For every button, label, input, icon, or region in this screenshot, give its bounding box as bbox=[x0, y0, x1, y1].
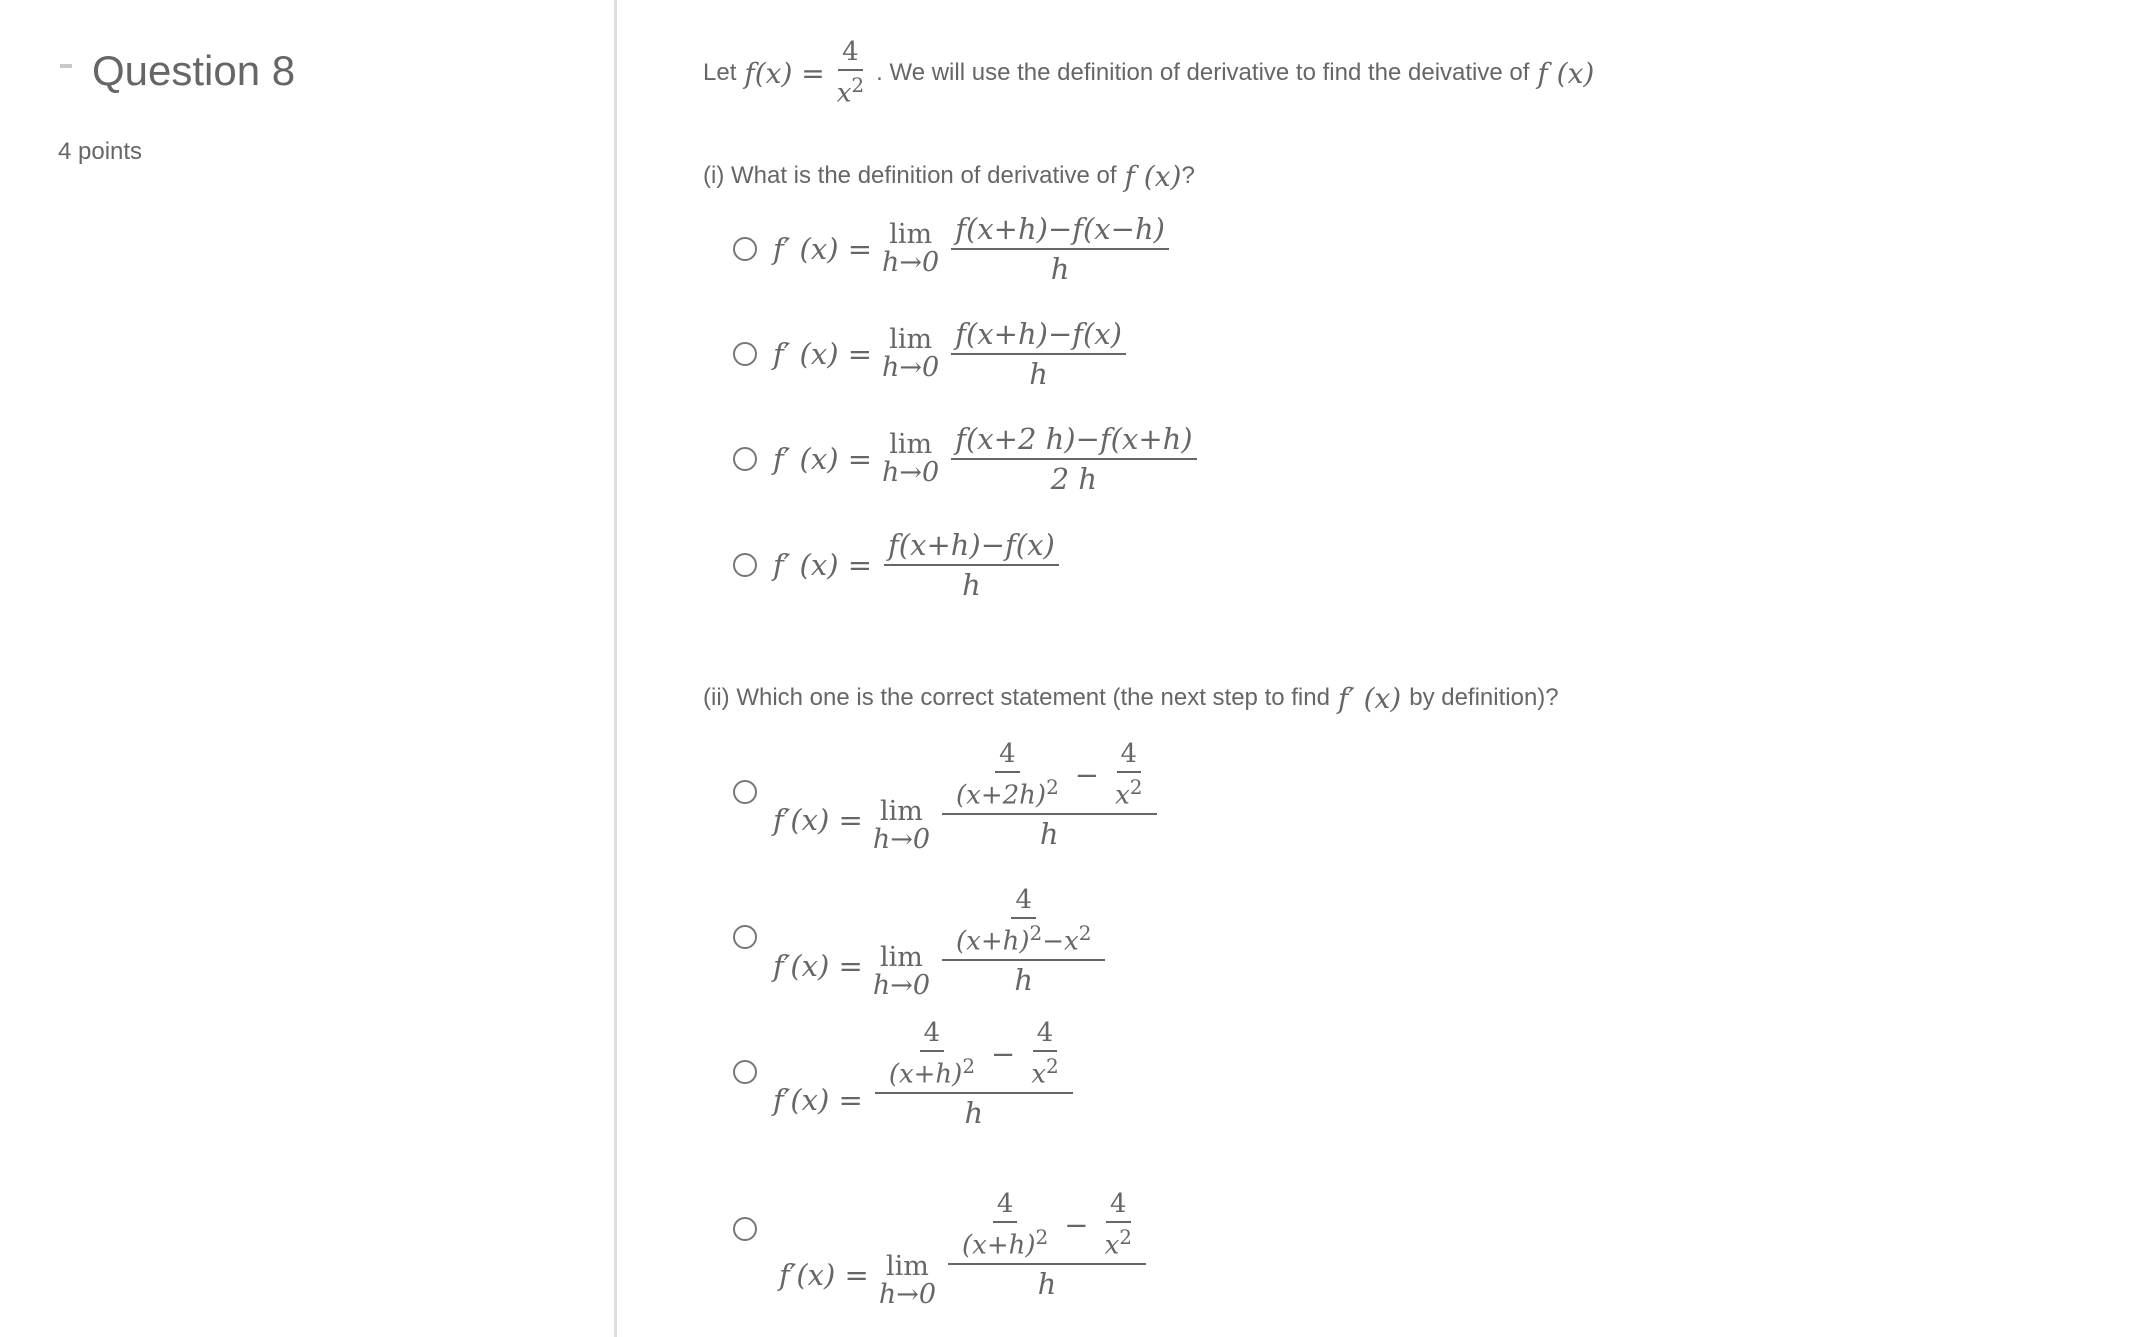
radio-button[interactable] bbox=[733, 780, 757, 804]
part1-label-end: ? bbox=[1181, 162, 1195, 189]
radio-button[interactable] bbox=[733, 342, 757, 366]
outer-fraction bbox=[875, 1018, 1073, 1130]
fraction-numerator: f(x+2 h)−f(x+h) bbox=[951, 422, 1196, 460]
inner-numerator: 4 bbox=[995, 739, 1020, 773]
part1-label-math: f (x) bbox=[1124, 159, 1182, 193]
limit-subscript: h→0 bbox=[882, 457, 940, 488]
intro-fraction-num: 4 bbox=[838, 37, 863, 71]
question-sidebar bbox=[0, 0, 615, 1337]
inner-numerator: 4 bbox=[1106, 1189, 1131, 1223]
outer-denominator: h bbox=[964, 1095, 984, 1130]
limit-subscript: h→0 bbox=[882, 352, 940, 383]
inner-fraction-1 bbox=[952, 739, 1063, 811]
intro-suffix-math: f (x) bbox=[1537, 56, 1595, 90]
outer-numerator bbox=[942, 739, 1156, 815]
part1-label-text: (i) What is the definition of derivative of bbox=[703, 162, 1117, 189]
limit-label: lim bbox=[885, 1251, 929, 1282]
fraction-denominator: 2 h bbox=[1050, 462, 1098, 496]
option-lhs: f′(x) = bbox=[779, 1258, 869, 1292]
option-fraction bbox=[951, 212, 1169, 286]
outer-numerator bbox=[942, 885, 1105, 961]
part1-option-3[interactable] bbox=[733, 422, 1203, 496]
option-lhs: f′ (x) = bbox=[773, 548, 873, 582]
outer-fraction bbox=[942, 885, 1105, 997]
inner-denominator: $x^2$ bbox=[1031, 1054, 1059, 1090]
outer-fraction bbox=[948, 1189, 1146, 1301]
inner-numerator: 4 bbox=[920, 1018, 945, 1052]
radio-button[interactable] bbox=[733, 1060, 757, 1084]
outer-denominator: h bbox=[1039, 816, 1059, 851]
collapse-dash-icon[interactable] bbox=[60, 64, 72, 68]
option-lhs: f′ (x) = bbox=[773, 232, 873, 266]
limit bbox=[873, 944, 930, 1000]
outer-numerator bbox=[875, 1018, 1073, 1094]
inner-numerator: 4 bbox=[1011, 885, 1036, 919]
minus-sign: − bbox=[991, 1037, 1016, 1071]
option-expression bbox=[773, 876, 1111, 1006]
minus-sign: − bbox=[1064, 1208, 1089, 1242]
option-expression bbox=[779, 1180, 1152, 1310]
inner-fraction-2 bbox=[1101, 1189, 1136, 1261]
intro-function-lhs: f(x) = bbox=[744, 56, 825, 90]
option-lhs: f′(x) = bbox=[773, 949, 863, 983]
limit-label: lim bbox=[889, 324, 933, 355]
intro-prefix: Let bbox=[703, 59, 737, 86]
inner-denominator: $x^2$ bbox=[1104, 1225, 1132, 1261]
part2-option-1[interactable] bbox=[733, 730, 1193, 860]
radio-button[interactable] bbox=[733, 925, 757, 949]
intro-fraction-den: $x^2$ bbox=[836, 73, 865, 109]
inner-fraction-2 bbox=[1111, 739, 1146, 811]
part2-option-2[interactable] bbox=[733, 876, 1193, 1006]
question-title: Question 8 bbox=[92, 47, 296, 94]
limit-subscript: h→0 bbox=[882, 247, 940, 278]
fraction-denominator: h bbox=[1050, 252, 1070, 286]
option-expression bbox=[773, 1014, 1079, 1134]
option-lhs: f′ (x) = bbox=[773, 337, 873, 371]
radio-button[interactable] bbox=[733, 447, 757, 471]
inner-numerator: 4 bbox=[1117, 739, 1142, 773]
part2-label-text: (ii) Which one is the correct statement (the next step to find bbox=[703, 684, 1330, 711]
outer-fraction bbox=[942, 739, 1156, 851]
inner-fraction-1 bbox=[885, 1018, 979, 1090]
part2-label-math: f′ (x) bbox=[1337, 681, 1402, 715]
limit-subscript: h→0 bbox=[872, 970, 931, 1001]
intro-suffix: . We will use the definition of derivative to find the deivative of bbox=[876, 59, 1530, 86]
outer-numerator bbox=[948, 1189, 1146, 1265]
part2-option-3[interactable] bbox=[733, 1014, 1193, 1144]
intro-fraction bbox=[833, 37, 868, 109]
question-points: 4 points bbox=[58, 138, 143, 165]
intro-line bbox=[703, 38, 1594, 108]
option-lhs: f′(x) = bbox=[773, 803, 863, 837]
limit bbox=[882, 326, 939, 382]
radio-button[interactable] bbox=[733, 553, 757, 577]
inner-fraction bbox=[952, 885, 1095, 957]
option-lhs: f′ (x) = bbox=[773, 442, 873, 476]
part2-option-4[interactable] bbox=[733, 1180, 1193, 1320]
outer-denominator: h bbox=[1014, 962, 1034, 997]
column-divider bbox=[614, 0, 617, 1337]
limit-subscript: h→0 bbox=[872, 824, 931, 855]
limit-label: lim bbox=[879, 942, 923, 973]
inner-denominator: $(x+2h)^2$ bbox=[956, 775, 1059, 811]
inner-fraction-2 bbox=[1027, 1018, 1062, 1090]
inner-denominator: $x^2$ bbox=[1115, 775, 1143, 811]
fraction-numerator: f(x+h)−f(x) bbox=[951, 317, 1126, 355]
fraction-numerator: f(x+h)−f(x−h) bbox=[951, 212, 1169, 250]
part1-option-4[interactable] bbox=[733, 528, 1065, 602]
limit bbox=[879, 1253, 936, 1309]
limit-label: lim bbox=[889, 429, 933, 460]
minus-sign: − bbox=[1074, 758, 1100, 792]
inner-denominator: $(x+h)^2$ bbox=[962, 1225, 1049, 1261]
part1-label bbox=[703, 158, 1195, 194]
part1-option-2[interactable] bbox=[733, 317, 1132, 391]
option-fraction bbox=[951, 317, 1126, 391]
limit bbox=[873, 798, 930, 854]
part1-option-1[interactable] bbox=[733, 212, 1175, 286]
limit-subscript: h→0 bbox=[878, 1279, 937, 1310]
inner-numerator: 4 bbox=[993, 1189, 1018, 1223]
fraction-denominator: h bbox=[962, 568, 981, 602]
inner-denominator: $(x+h)^2$ bbox=[888, 1054, 976, 1090]
option-lhs: f′(x) = bbox=[773, 1083, 863, 1117]
fraction-numerator: f(x+h)−f(x) bbox=[884, 528, 1059, 566]
option-fraction bbox=[951, 422, 1196, 496]
part2-label-end: by definition)? bbox=[1409, 684, 1559, 711]
limit-label: lim bbox=[889, 219, 933, 250]
limit bbox=[882, 431, 939, 487]
part2-label bbox=[703, 678, 1559, 718]
limit-label: lim bbox=[879, 796, 923, 827]
option-fraction bbox=[884, 528, 1059, 602]
limit bbox=[882, 221, 939, 277]
option-expression bbox=[773, 730, 1163, 860]
radio-button[interactable] bbox=[733, 1217, 757, 1241]
outer-denominator: h bbox=[1037, 1266, 1057, 1301]
radio-button[interactable] bbox=[733, 237, 757, 261]
inner-denominator: $(x+h)^2-x^2$ bbox=[956, 921, 1092, 957]
inner-fraction-1 bbox=[958, 1189, 1052, 1261]
fraction-denominator: h bbox=[1029, 357, 1048, 391]
inner-numerator: 4 bbox=[1033, 1018, 1058, 1052]
